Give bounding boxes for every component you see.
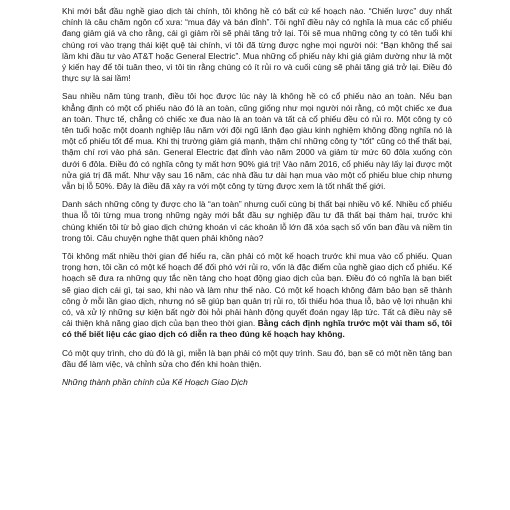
paragraph-3: Danh sách những công ty được cho là “an toàn” nhưng cuối cùng bị thất bại nhiều vô kể. Nhiều cổ phiếu thua lỗ tôi từng mua trong những ngày mới bắt đầu sự nghiệp đầu tư đã thất bại thảm hại, trước khi chúng khiến tôi từ bỏ giao dịch chứng khoán vì các khoản lỗ lớn đã xóa sạch số vốn ban đầu và niềm tin trong tôi. Câu chuyện nghe thật quen phải không nào? <box>62 199 452 243</box>
paragraph-4 <box>62 251 452 341</box>
bold-sentence: Bằng cách định nghĩa trước một vài tham số, tôi có thể biết liệu các giao dịch có diễn ra theo đúng kế hoạch hay không. <box>62 318 452 340</box>
paragraph-2: Sau nhiều năm tùng tranh, điều tôi học được lúc này là không hề có cổ phiếu nào an toàn. Nếu bạn khẳng định có một cổ phiếu nào đó là an toàn, cũng giống như mọi người nói rằng, có một chiếc xe đua an toàn. Thực tế, chẳng có chiếc xe đua nào là an toàn và tất cả cổ phiếu đều có rủi ro. Một công ty có tên tuổi hoặc một doanh nghiệp lâu năm với đội ngũ lãnh đạo giàu kinh nghiệm không đồng nghĩa nó là một cổ phiếu tốt để mua. Khi thị trường giảm giá mạnh, thậm chí những công ty “tốt” cũng có thể thất bại, thậm chí rơi vào phá sản. General Electric đạt đỉnh vào năm 2000 và giảm từ mức 60 đôla xuống còn dưới 6 đôla. Điều đó có nghĩa công ty mất hơn 90% giá trị! Vào năm 2016, cổ phiếu này lấy lại được một nửa giá trị đã mất. Như vậy sau 16 năm, các nhà đầu tư dài hạn mua vào một cổ phiếu blue chip nhưng vẫn bị lỗ 50%. Đây là điều đã xảy ra với một công ty từng được xem là tốt nhất thế giới. <box>62 91 452 192</box>
closing-paragraph: Có một quy trình, cho dù đó là gì, miễn là bạn phải có một quy trình. Sau đó, bạn sẽ có một nền tảng ban đầu để làm việc, và chỉnh sửa cho đến khi hoàn thiện. <box>62 347 452 369</box>
section-caption: Những thành phần chính của Kế Hoạch Giao Dịch <box>62 377 248 388</box>
paragraph-4-text: Tôi không mất nhiều thời gian để hiểu ra, cần phải có một kế hoạch trước khi mua vào cổ phiếu. Quan trọng hơn, tôi cần có một kế hoạch để đối phó với rủi ro, vốn là đặc điểm của nghề giao dịch cổ phiếu. Kế hoạch sẽ đưa ra những quy tắc nền tảng cho hoạt động giao dịch của bạn. Điều đó có nghĩa là bạn biết sẽ giao dịch cái gì, tại sao, khi nào và làm như thế nào. Có một kế hoạch không đảm bảo bạn sẽ thành công ở mỗi lần giao dịch, nhưng nó sẽ giúp bạn quản trị rủi ro, tối thiểu hóa thua lỗ, bảo vệ lợi nhuận khi có, và xử lý những sự kiện bất ngờ đòi hỏi phải hành động quyết đoán ngay lập tức. Tất cả điều này sẽ cải thiện khả năng giao dịch của bạn theo thời gian. <box>62 251 452 329</box>
paragraph-1: Khi mới bắt đầu nghề giao dịch tài chính, tôi không hề có bất cứ kế hoạch nào. “Chiến lược” duy nhất chính là câu châm ngôn cổ xưa: “mua đáy và bán đỉnh”. Tôi nghĩ điều này có nghĩa là mua các cổ phiếu đang giảm giá và cho rằng, cái gì giảm rồi sẽ phải tăng trở lại. Tôi sẽ mua những công ty có tên tuổi khi chúng rơi vào trạng thái kiệt quệ tài chính, vì tôi đã từng được nghe mọi người nói: “Bạn không thể sai lầm khi đầu tư vào AT&T hoặc General Electric”. Mua những cổ phiếu này khi giá giảm dường như là một ý kiến hay để tôi tuân theo, vì tôi tin rằng chúng có ít rủi ro và cuối cùng sẽ phải tăng giá trở lại. Điều đó thực sự là sai lầm! <box>62 6 452 84</box>
